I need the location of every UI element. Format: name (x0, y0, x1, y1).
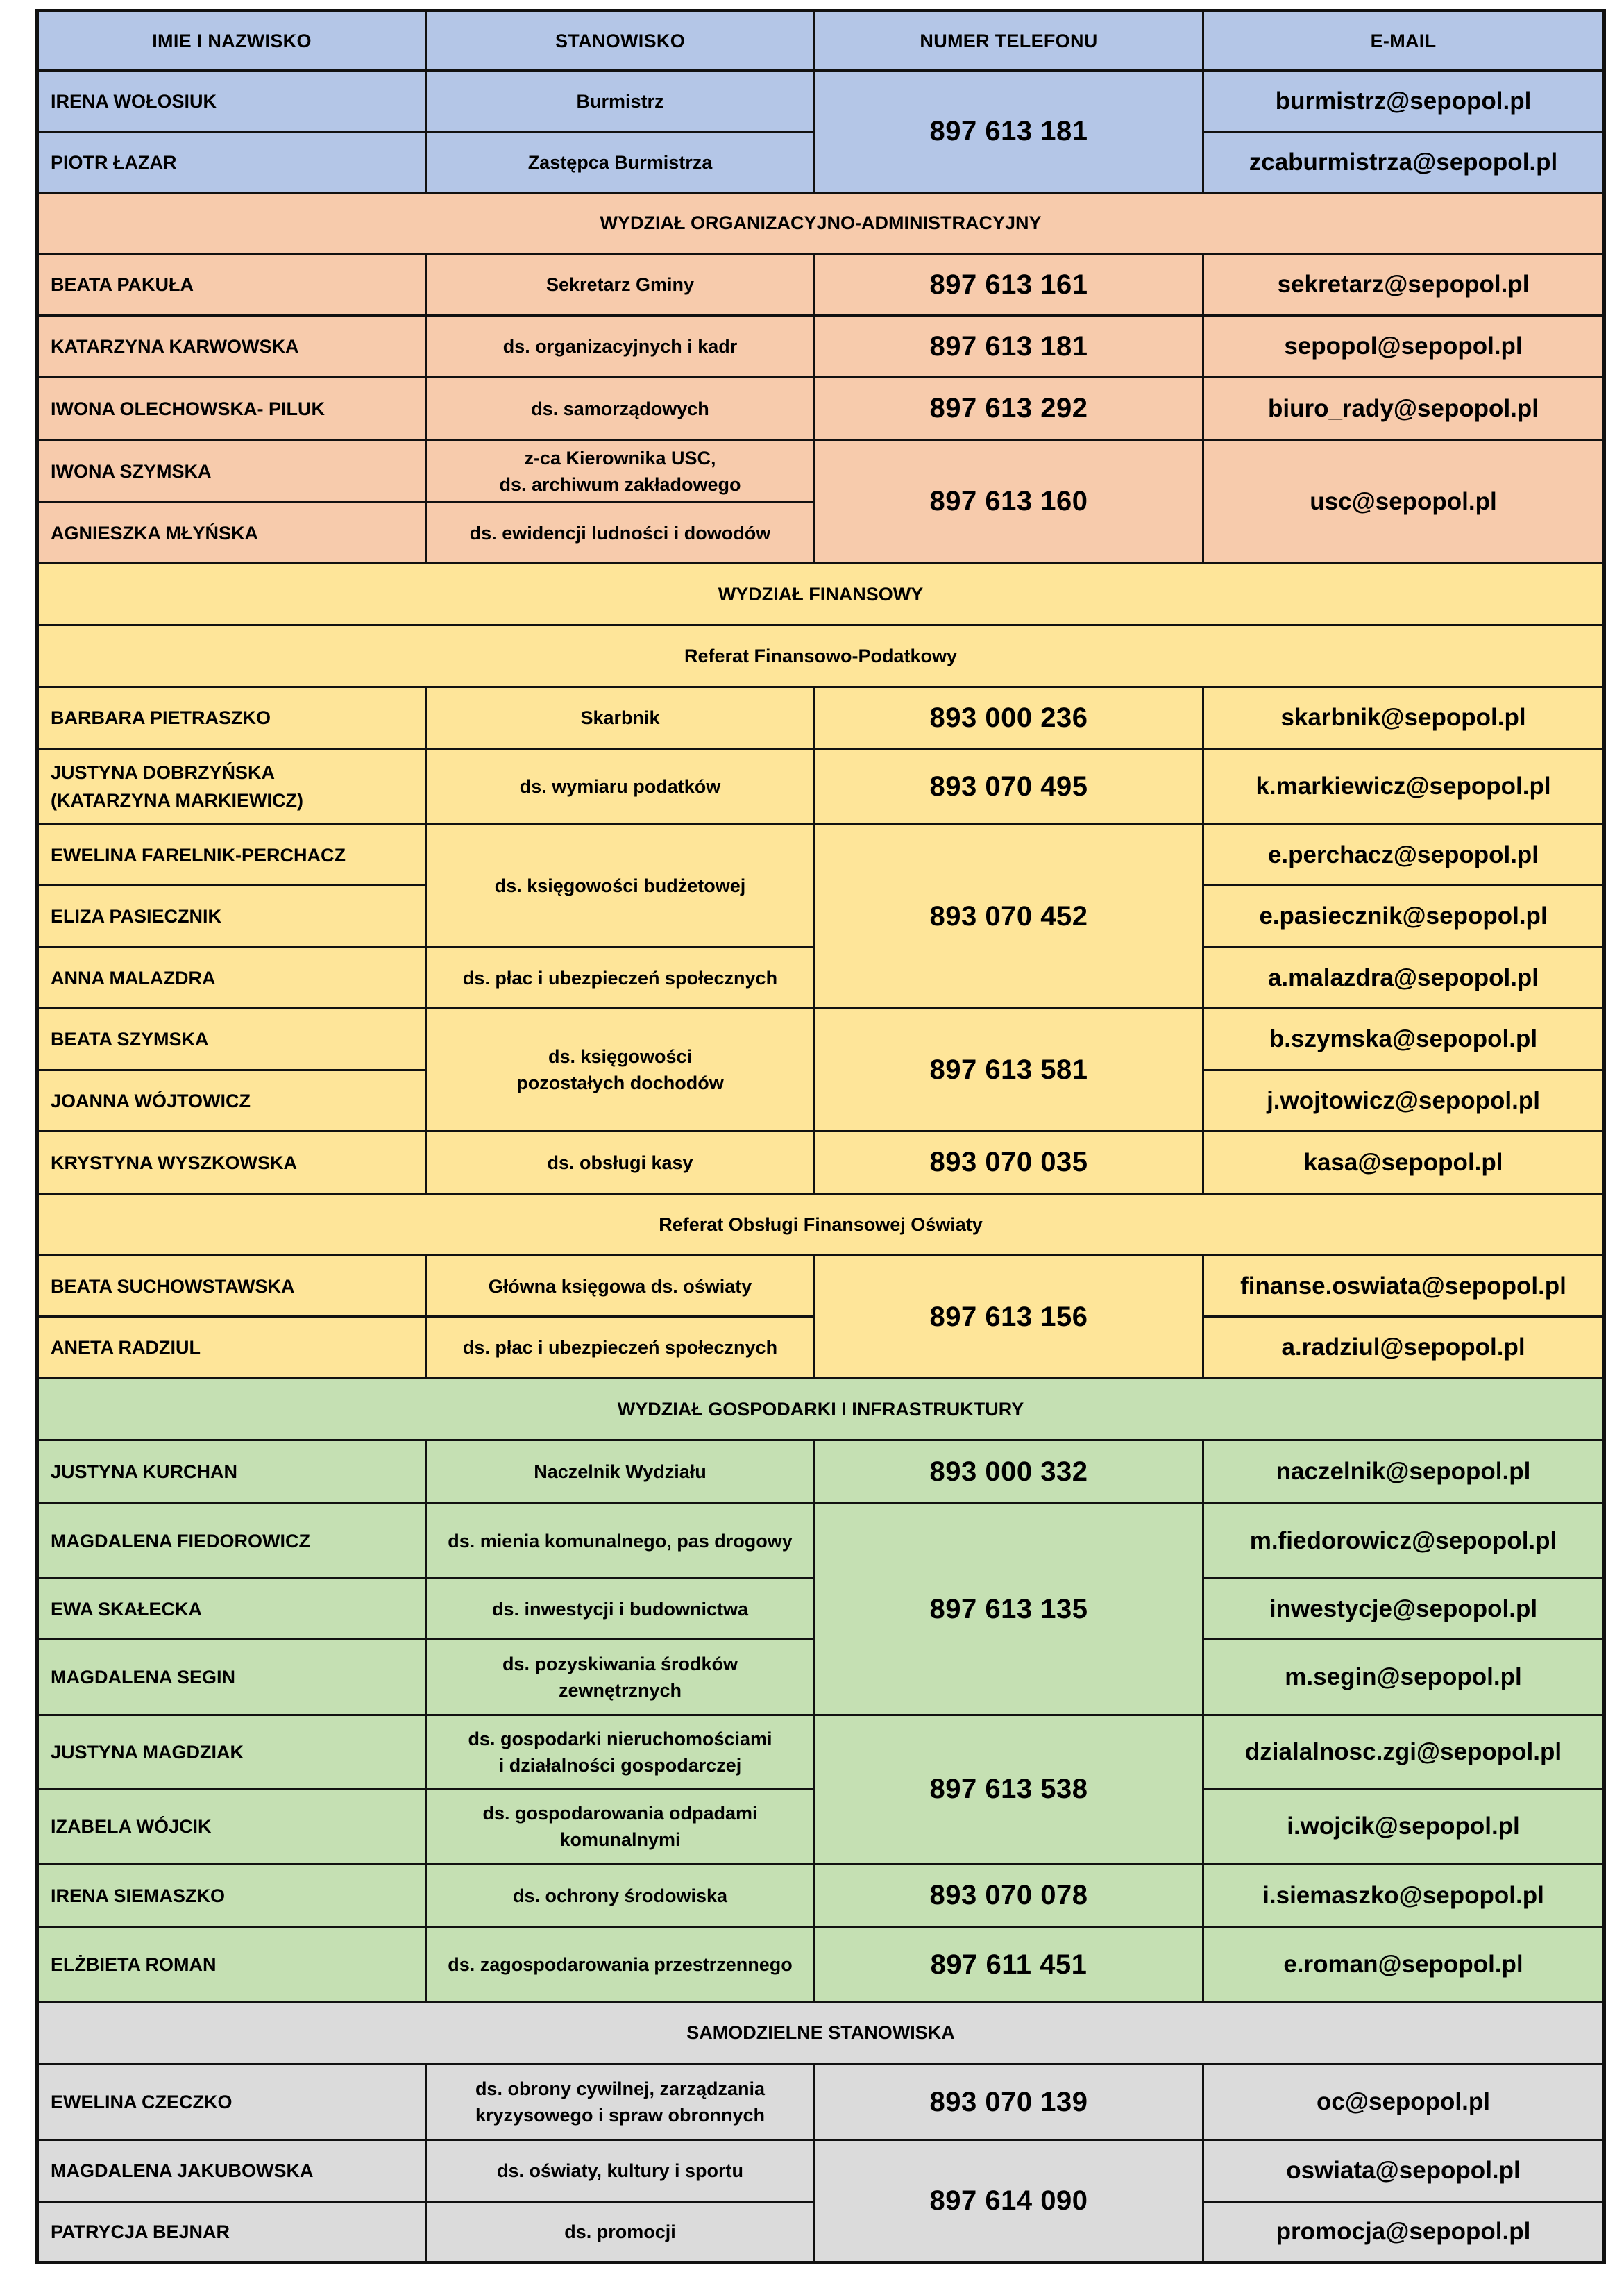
section-title-infrastructure: WYDZIAŁ GOSPODARKI I INFRASTRUKTURY (37, 1379, 1605, 1440)
email-address[interactable]: e.roman@sepopol.pl (1203, 1928, 1605, 2002)
person-position: Zastępca Burmistrza (426, 132, 815, 193)
person-position (426, 1640, 815, 1715)
person-position: Sekretarz Gminy (426, 254, 815, 316)
person-position (426, 1009, 815, 1132)
person-name: AGNIESZKA MŁYŃSKA (37, 503, 426, 564)
table-row (37, 2065, 1605, 2140)
email-address[interactable]: kasa@sepopol.pl (1203, 1132, 1605, 1194)
phone-number: 893 000 332 (815, 1440, 1203, 1504)
person-name: BEATA SUCHOWSTAWSKA (37, 1256, 426, 1317)
email-address[interactable]: oswiata@sepopol.pl (1203, 2140, 1605, 2202)
table-row (37, 825, 1605, 886)
email-address[interactable]: e.perchacz@sepopol.pl (1203, 825, 1605, 886)
person-name: KATARZYNA KARWOWSKA (37, 316, 426, 378)
person-name (37, 749, 426, 825)
subsection-header-row (37, 625, 1605, 687)
person-name: JOANNA WÓJTOWICZ (37, 1070, 426, 1132)
phone-number: 893 070 452 (815, 825, 1203, 1009)
person-name: EWA SKAŁECKA (37, 1579, 426, 1640)
position-line: pozostałych dochodów (516, 1073, 724, 1093)
person-position: ds. obsługi kasy (426, 1132, 815, 1194)
table-row (37, 316, 1605, 378)
phone-number: 897 613 292 (815, 378, 1203, 440)
phone-number: 897 614 090 (815, 2140, 1203, 2263)
email-address[interactable]: a.radziul@sepopol.pl (1203, 1317, 1605, 1379)
email-address[interactable]: sepopol@sepopol.pl (1203, 316, 1605, 378)
person-name: BEATA SZYMSKA (37, 1009, 426, 1070)
person-name: JUSTYNA KURCHAN (37, 1440, 426, 1504)
person-position: ds. wymiaru podatków (426, 749, 815, 825)
person-name: IWONA OLECHOWSKA- PILUK (37, 378, 426, 440)
email-address[interactable]: i.siemaszko@sepopol.pl (1203, 1864, 1605, 1928)
phone-number: 893 070 035 (815, 1132, 1203, 1194)
person-position: ds. mienia komunalnego, pas drogowy (426, 1504, 815, 1579)
table-header-row (37, 11, 1605, 71)
email-address[interactable]: burmistrz@sepopol.pl (1203, 71, 1605, 132)
email-address[interactable]: naczelnik@sepopol.pl (1203, 1440, 1605, 1504)
email-address[interactable]: k.markiewicz@sepopol.pl (1203, 749, 1605, 825)
table-row (37, 1864, 1605, 1928)
person-position: ds. inwestycji i budownictwa (426, 1579, 815, 1640)
position-line: ds. księgowości (548, 1046, 693, 1067)
column-header-email: E-MAIL (1203, 11, 1605, 71)
email-address[interactable]: usc@sepopol.pl (1203, 440, 1605, 564)
section-header-row (37, 2002, 1605, 2065)
phone-number: 897 613 160 (815, 440, 1203, 564)
person-position (426, 1715, 815, 1790)
person-name: IWONA SZYMSKA (37, 440, 426, 503)
person-name: PIOTR ŁAZAR (37, 132, 426, 193)
person-name: ANETA RADZIUL (37, 1317, 426, 1379)
position-line: komunalnymi (559, 1829, 681, 1850)
phone-number: 897 613 181 (815, 71, 1203, 193)
person-position: ds. promocji (426, 2202, 815, 2263)
person-name: IZABELA WÓJCIK (37, 1790, 426, 1864)
table-row (37, 378, 1605, 440)
subsection-title-finance-tax: Referat Finansowo-Podatkowy (37, 625, 1605, 687)
person-position: Skarbnik (426, 687, 815, 749)
phone-number: 893 070 139 (815, 2065, 1203, 2140)
person-position: ds. ewidencji ludności i dowodów (426, 503, 815, 564)
phone-number: 897 613 538 (815, 1715, 1203, 1864)
email-address[interactable]: i.wojcik@sepopol.pl (1203, 1790, 1605, 1864)
column-header-name: IMIE I NAZWISKO (37, 11, 426, 71)
table-row (37, 1715, 1605, 1790)
person-position (426, 440, 815, 503)
person-name: EWELINA CZECZKO (37, 2065, 426, 2140)
position-line: ds. gospodarki nieruchomościami (468, 1729, 772, 1749)
phone-number: 897 611 451 (815, 1928, 1203, 2002)
person-name: ELIZA PASIECZNIK (37, 886, 426, 948)
email-address[interactable]: oc@sepopol.pl (1203, 2065, 1605, 2140)
name-line: (KATARZYNA MARKIEWICZ) (51, 790, 303, 811)
email-address[interactable]: b.szymska@sepopol.pl (1203, 1009, 1605, 1070)
email-address[interactable]: biuro_rady@sepopol.pl (1203, 378, 1605, 440)
email-address[interactable]: dzialalnosc.zgi@sepopol.pl (1203, 1715, 1605, 1790)
table-row (37, 440, 1605, 503)
position-line: i działalności gospodarczej (498, 1755, 742, 1776)
person-name: MAGDALENA JAKUBOWSKA (37, 2140, 426, 2202)
email-address[interactable]: m.fiedorowicz@sepopol.pl (1203, 1504, 1605, 1579)
subsection-header-row (37, 1194, 1605, 1256)
phone-number: 897 613 135 (815, 1504, 1203, 1715)
person-position: ds. oświaty, kultury i sportu (426, 2140, 815, 2202)
phone-number: 897 613 581 (815, 1009, 1203, 1132)
person-position: ds. ochrony środowiska (426, 1864, 815, 1928)
phone-number: 897 613 156 (815, 1256, 1203, 1379)
section-title-financial: WYDZIAŁ FINANSOWY (37, 564, 1605, 625)
table-row (37, 254, 1605, 316)
table-row (37, 1440, 1605, 1504)
person-name: BARBARA PIETRASZKO (37, 687, 426, 749)
phone-number: 897 613 181 (815, 316, 1203, 378)
phone-number: 893 070 495 (815, 749, 1203, 825)
person-position: ds. zagospodarowania przestrzennego (426, 1928, 815, 2002)
email-address[interactable]: skarbnik@sepopol.pl (1203, 687, 1605, 749)
person-position: ds. samorządowych (426, 378, 815, 440)
name-line: JUSTYNA DOBRZYŃSKA (51, 762, 276, 783)
person-name: KRYSTYNA WYSZKOWSKA (37, 1132, 426, 1194)
person-position: Naczelnik Wydziału (426, 1440, 815, 1504)
person-position: ds. organizacyjnych i kadr (426, 316, 815, 378)
email-address[interactable]: finanse.oswiata@sepopol.pl (1203, 1256, 1605, 1317)
phone-number: 893 000 236 (815, 687, 1203, 749)
person-name: IRENA WOŁOSIUK (37, 71, 426, 132)
email-address[interactable]: a.malazdra@sepopol.pl (1203, 948, 1605, 1009)
person-position (426, 1790, 815, 1864)
table-row (37, 71, 1605, 132)
table-row (37, 1504, 1605, 1579)
position-line: zewnętrznych (558, 1680, 682, 1701)
email-address[interactable]: e.pasiecznik@sepopol.pl (1203, 886, 1605, 948)
person-name: JUSTYNA MAGDZIAK (37, 1715, 426, 1790)
person-name: MAGDALENA SEGIN (37, 1640, 426, 1715)
email-address[interactable]: sekretarz@sepopol.pl (1203, 254, 1605, 316)
phone-number: 893 070 078 (815, 1864, 1203, 1928)
person-name: ELŻBIETA ROMAN (37, 1928, 426, 2002)
person-position: ds. płac i ubezpieczeń społecznych (426, 1317, 815, 1379)
position-line: ds. pozyskiwania środków (502, 1654, 738, 1674)
person-position: Burmistrz (426, 71, 815, 132)
subsection-title-education-finance: Referat Obsługi Finansowej Oświaty (37, 1194, 1605, 1256)
position-line: kryzysowego i spraw obronnych (475, 2105, 766, 2126)
position-line: ds. obrony cywilnej, zarządzania (475, 2078, 766, 2099)
person-name: MAGDALENA FIEDOROWICZ (37, 1504, 426, 1579)
column-header-position: STANOWISKO (426, 11, 815, 71)
column-header-phone: NUMER TELEFONU (815, 11, 1203, 71)
person-name: ANNA MALAZDRA (37, 948, 426, 1009)
section-header-row (37, 1379, 1605, 1440)
table-row (37, 1256, 1605, 1317)
table-row (37, 749, 1605, 825)
staff-directory-table (35, 9, 1606, 2264)
position-line: z-ca Kierownika USC, (524, 447, 716, 469)
email-address[interactable]: j.wojtowicz@sepopol.pl (1203, 1070, 1605, 1132)
position-line: ds. archiwum zakładowego (499, 473, 741, 495)
phone-number: 897 613 161 (815, 254, 1203, 316)
person-name: EWELINA FARELNIK-PERCHACZ (37, 825, 426, 886)
person-name: IRENA SIEMASZKO (37, 1864, 426, 1928)
email-address[interactable]: m.segin@sepopol.pl (1203, 1640, 1605, 1715)
table-row (37, 1132, 1605, 1194)
table-row (37, 687, 1605, 749)
person-name: BEATA PAKUŁA (37, 254, 426, 316)
table-row (37, 1928, 1605, 2002)
person-position: Główna księgowa ds. oświaty (426, 1256, 815, 1317)
email-address[interactable]: zcaburmistrza@sepopol.pl (1203, 132, 1605, 193)
section-header-row (37, 193, 1605, 254)
email-address[interactable]: promocja@sepopol.pl (1203, 2202, 1605, 2263)
email-address[interactable]: inwestycje@sepopol.pl (1203, 1579, 1605, 1640)
section-header-row (37, 564, 1605, 625)
person-name: PATRYCJA BEJNAR (37, 2202, 426, 2263)
person-position (426, 2065, 815, 2140)
table-row (37, 1009, 1605, 1070)
section-title-independent: SAMODZIELNE STANOWISKA (37, 2002, 1605, 2065)
person-position: ds. płac i ubezpieczeń społecznych (426, 948, 815, 1009)
section-title-organizational: WYDZIAŁ ORGANIZACYJNO-ADMINISTRACYJNY (37, 193, 1605, 254)
person-position: ds. księgowości budżetowej (426, 825, 815, 948)
table-row (37, 2140, 1605, 2202)
position-line: ds. gospodarowania odpadami (482, 1803, 758, 1824)
